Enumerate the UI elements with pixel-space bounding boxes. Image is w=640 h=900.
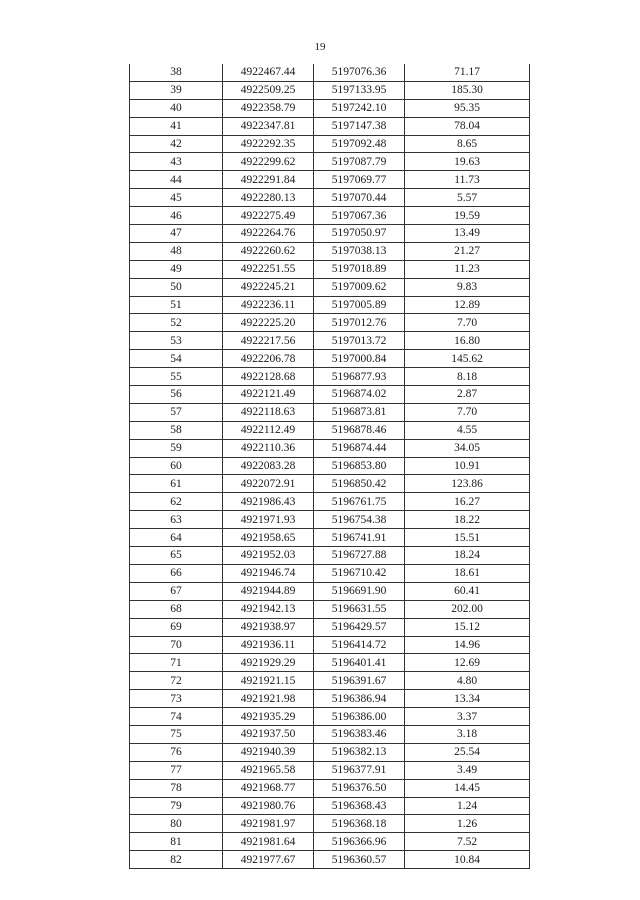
distance-cell: 95.35 bbox=[405, 99, 530, 117]
point-number-cell: 48 bbox=[130, 242, 223, 260]
x-coordinate-cell: 4922072.91 bbox=[223, 475, 314, 493]
distance-cell: 10.84 bbox=[405, 851, 530, 869]
x-coordinate-cell: 4921921.15 bbox=[223, 672, 314, 690]
point-number-cell: 67 bbox=[130, 582, 223, 600]
y-coordinate-cell: 5196727.88 bbox=[314, 547, 405, 565]
table-row bbox=[130, 153, 530, 171]
distance-cell: 3.37 bbox=[405, 708, 530, 726]
x-coordinate-cell: 4921981.64 bbox=[223, 833, 314, 851]
table-row bbox=[130, 403, 530, 421]
distance-cell: 145.62 bbox=[405, 350, 530, 368]
y-coordinate-cell: 5197076.36 bbox=[314, 64, 405, 81]
y-coordinate-cell: 5196873.81 bbox=[314, 403, 405, 421]
x-coordinate-cell: 4921940.39 bbox=[223, 743, 314, 761]
table-row bbox=[130, 386, 530, 404]
point-number-cell: 53 bbox=[130, 332, 223, 350]
y-coordinate-cell: 5197067.36 bbox=[314, 207, 405, 225]
point-number-cell: 59 bbox=[130, 439, 223, 457]
point-number-cell: 43 bbox=[130, 153, 223, 171]
x-coordinate-cell: 4921971.93 bbox=[223, 511, 314, 529]
y-coordinate-cell: 5197012.76 bbox=[314, 314, 405, 332]
point-number-cell: 39 bbox=[130, 81, 223, 99]
table-row bbox=[130, 618, 530, 636]
x-coordinate-cell: 4922292.35 bbox=[223, 135, 314, 153]
table-row bbox=[130, 833, 530, 851]
table-row bbox=[130, 797, 530, 815]
distance-cell: 16.80 bbox=[405, 332, 530, 350]
x-coordinate-cell: 4921935.29 bbox=[223, 708, 314, 726]
x-coordinate-cell: 4921938.97 bbox=[223, 618, 314, 636]
x-coordinate-cell: 4921944.89 bbox=[223, 582, 314, 600]
x-coordinate-cell: 4922467.44 bbox=[223, 64, 314, 81]
point-number-cell: 46 bbox=[130, 207, 223, 225]
table-row bbox=[130, 457, 530, 475]
table-row bbox=[130, 296, 530, 314]
distance-cell: 5.57 bbox=[405, 189, 530, 207]
point-number-cell: 38 bbox=[130, 64, 223, 81]
point-number-cell: 65 bbox=[130, 547, 223, 565]
table-row bbox=[130, 654, 530, 672]
x-coordinate-cell: 4921936.11 bbox=[223, 636, 314, 654]
table-row bbox=[130, 368, 530, 386]
x-coordinate-cell: 4921981.97 bbox=[223, 815, 314, 833]
distance-cell: 16.27 bbox=[405, 493, 530, 511]
distance-cell: 34.05 bbox=[405, 439, 530, 457]
distance-cell: 15.12 bbox=[405, 618, 530, 636]
x-coordinate-cell: 4922299.62 bbox=[223, 153, 314, 171]
distance-cell: 25.54 bbox=[405, 743, 530, 761]
point-number-cell: 68 bbox=[130, 600, 223, 618]
y-coordinate-cell: 5196761.75 bbox=[314, 493, 405, 511]
point-number-cell: 74 bbox=[130, 708, 223, 726]
point-number-cell: 45 bbox=[130, 189, 223, 207]
point-number-cell: 41 bbox=[130, 117, 223, 135]
y-coordinate-cell: 5196383.46 bbox=[314, 725, 405, 743]
point-number-cell: 64 bbox=[130, 529, 223, 547]
table-row bbox=[130, 529, 530, 547]
table-row bbox=[130, 815, 530, 833]
point-number-cell: 44 bbox=[130, 171, 223, 189]
y-coordinate-cell: 5196414.72 bbox=[314, 636, 405, 654]
y-coordinate-cell: 5197133.95 bbox=[314, 81, 405, 99]
y-coordinate-cell: 5197000.84 bbox=[314, 350, 405, 368]
x-coordinate-cell: 4922112.49 bbox=[223, 421, 314, 439]
x-coordinate-cell: 4922083.28 bbox=[223, 457, 314, 475]
distance-cell: 18.61 bbox=[405, 564, 530, 582]
distance-cell: 2.87 bbox=[405, 386, 530, 404]
point-number-cell: 55 bbox=[130, 368, 223, 386]
y-coordinate-cell: 5197147.38 bbox=[314, 117, 405, 135]
x-coordinate-cell: 4922509.25 bbox=[223, 81, 314, 99]
point-number-cell: 80 bbox=[130, 815, 223, 833]
point-number-cell: 66 bbox=[130, 564, 223, 582]
y-coordinate-cell: 5196376.50 bbox=[314, 779, 405, 797]
x-coordinate-cell: 4921937.50 bbox=[223, 725, 314, 743]
y-coordinate-cell: 5196429.57 bbox=[314, 618, 405, 636]
y-coordinate-cell: 5196382.13 bbox=[314, 743, 405, 761]
table-row bbox=[130, 851, 530, 869]
point-number-cell: 49 bbox=[130, 260, 223, 278]
x-coordinate-cell: 4921929.29 bbox=[223, 654, 314, 672]
point-number-cell: 63 bbox=[130, 511, 223, 529]
y-coordinate-cell: 5196366.96 bbox=[314, 833, 405, 851]
point-number-cell: 73 bbox=[130, 690, 223, 708]
point-number-cell: 82 bbox=[130, 851, 223, 869]
table-row bbox=[130, 278, 530, 296]
y-coordinate-cell: 5196877.93 bbox=[314, 368, 405, 386]
distance-cell: 19.63 bbox=[405, 153, 530, 171]
x-coordinate-cell: 4922275.49 bbox=[223, 207, 314, 225]
point-number-cell: 50 bbox=[130, 278, 223, 296]
y-coordinate-cell: 5197013.72 bbox=[314, 332, 405, 350]
distance-cell: 15.51 bbox=[405, 529, 530, 547]
point-number-cell: 79 bbox=[130, 797, 223, 815]
point-number-cell: 81 bbox=[130, 833, 223, 851]
x-coordinate-cell: 4922128.68 bbox=[223, 368, 314, 386]
x-coordinate-cell: 4921965.58 bbox=[223, 761, 314, 779]
distance-cell: 8.65 bbox=[405, 135, 530, 153]
table-row bbox=[130, 564, 530, 582]
point-number-cell: 47 bbox=[130, 225, 223, 243]
point-number-cell: 77 bbox=[130, 761, 223, 779]
table-row bbox=[130, 350, 530, 368]
x-coordinate-cell: 4922217.56 bbox=[223, 332, 314, 350]
x-coordinate-cell: 4921921.98 bbox=[223, 690, 314, 708]
point-number-cell: 75 bbox=[130, 725, 223, 743]
x-coordinate-cell: 4922245.21 bbox=[223, 278, 314, 296]
y-coordinate-cell: 5197092.48 bbox=[314, 135, 405, 153]
x-coordinate-cell: 4922260.62 bbox=[223, 242, 314, 260]
point-number-cell: 51 bbox=[130, 296, 223, 314]
distance-cell: 78.04 bbox=[405, 117, 530, 135]
x-coordinate-cell: 4921968.77 bbox=[223, 779, 314, 797]
table-row bbox=[130, 725, 530, 743]
y-coordinate-cell: 5197069.77 bbox=[314, 171, 405, 189]
y-coordinate-cell: 5196386.94 bbox=[314, 690, 405, 708]
distance-cell: 12.89 bbox=[405, 296, 530, 314]
point-number-cell: 60 bbox=[130, 457, 223, 475]
point-number-cell: 61 bbox=[130, 475, 223, 493]
y-coordinate-cell: 5196401.41 bbox=[314, 654, 405, 672]
table-row bbox=[130, 600, 530, 618]
y-coordinate-cell: 5196377.91 bbox=[314, 761, 405, 779]
x-coordinate-cell: 4922225.20 bbox=[223, 314, 314, 332]
distance-cell: 7.52 bbox=[405, 833, 530, 851]
point-number-cell: 54 bbox=[130, 350, 223, 368]
y-coordinate-cell: 5197087.79 bbox=[314, 153, 405, 171]
coordinates-table bbox=[129, 64, 530, 869]
y-coordinate-cell: 5196360.57 bbox=[314, 851, 405, 869]
distance-cell: 3.49 bbox=[405, 761, 530, 779]
x-coordinate-cell: 4922110.36 bbox=[223, 439, 314, 457]
distance-cell: 11.23 bbox=[405, 260, 530, 278]
point-number-cell: 42 bbox=[130, 135, 223, 153]
point-number-cell: 40 bbox=[130, 99, 223, 117]
distance-cell: 3.18 bbox=[405, 725, 530, 743]
distance-cell: 21.27 bbox=[405, 242, 530, 260]
table-row bbox=[130, 135, 530, 153]
x-coordinate-cell: 4922264.76 bbox=[223, 225, 314, 243]
distance-cell: 123.86 bbox=[405, 475, 530, 493]
table-row bbox=[130, 171, 530, 189]
y-coordinate-cell: 5197005.89 bbox=[314, 296, 405, 314]
point-number-cell: 57 bbox=[130, 403, 223, 421]
page-number: 19 bbox=[314, 41, 326, 53]
y-coordinate-cell: 5196878.46 bbox=[314, 421, 405, 439]
distance-cell: 11.73 bbox=[405, 171, 530, 189]
y-coordinate-cell: 5196850.42 bbox=[314, 475, 405, 493]
x-coordinate-cell: 4922118.63 bbox=[223, 403, 314, 421]
table-row bbox=[130, 761, 530, 779]
y-coordinate-cell: 5197050.97 bbox=[314, 225, 405, 243]
y-coordinate-cell: 5196391.67 bbox=[314, 672, 405, 690]
x-coordinate-cell: 4921946.74 bbox=[223, 564, 314, 582]
point-number-cell: 71 bbox=[130, 654, 223, 672]
x-coordinate-cell: 4922347.81 bbox=[223, 117, 314, 135]
y-coordinate-cell: 5197070.44 bbox=[314, 189, 405, 207]
point-number-cell: 52 bbox=[130, 314, 223, 332]
x-coordinate-cell: 4922121.49 bbox=[223, 386, 314, 404]
x-coordinate-cell: 4922251.55 bbox=[223, 260, 314, 278]
point-number-cell: 76 bbox=[130, 743, 223, 761]
distance-cell: 60.41 bbox=[405, 582, 530, 600]
x-coordinate-cell: 4922236.11 bbox=[223, 296, 314, 314]
y-coordinate-cell: 5197038.13 bbox=[314, 242, 405, 260]
distance-cell: 8.18 bbox=[405, 368, 530, 386]
table-row bbox=[130, 547, 530, 565]
y-coordinate-cell: 5197242.10 bbox=[314, 99, 405, 117]
y-coordinate-cell: 5196691.90 bbox=[314, 582, 405, 600]
x-coordinate-cell: 4921986.43 bbox=[223, 493, 314, 511]
distance-cell: 12.69 bbox=[405, 654, 530, 672]
x-coordinate-cell: 4922291.84 bbox=[223, 171, 314, 189]
table-row bbox=[130, 189, 530, 207]
table-row bbox=[130, 511, 530, 529]
table-row bbox=[130, 439, 530, 457]
table-row bbox=[130, 743, 530, 761]
distance-cell: 7.70 bbox=[405, 314, 530, 332]
table-row bbox=[130, 582, 530, 600]
x-coordinate-cell: 4921952.03 bbox=[223, 547, 314, 565]
point-number-cell: 62 bbox=[130, 493, 223, 511]
table-row bbox=[130, 779, 530, 797]
table-row bbox=[130, 690, 530, 708]
distance-cell: 4.55 bbox=[405, 421, 530, 439]
y-coordinate-cell: 5196874.44 bbox=[314, 439, 405, 457]
y-coordinate-cell: 5196741.91 bbox=[314, 529, 405, 547]
y-coordinate-cell: 5196710.42 bbox=[314, 564, 405, 582]
table-row bbox=[130, 708, 530, 726]
y-coordinate-cell: 5196874.02 bbox=[314, 386, 405, 404]
distance-cell: 71.17 bbox=[405, 64, 530, 81]
table-row bbox=[130, 64, 530, 81]
point-number-cell: 69 bbox=[130, 618, 223, 636]
table-row bbox=[130, 99, 530, 117]
distance-cell: 4.80 bbox=[405, 672, 530, 690]
distance-cell: 18.22 bbox=[405, 511, 530, 529]
x-coordinate-cell: 4922358.79 bbox=[223, 99, 314, 117]
distance-cell: 1.26 bbox=[405, 815, 530, 833]
distance-cell: 10.91 bbox=[405, 457, 530, 475]
y-coordinate-cell: 5196368.43 bbox=[314, 797, 405, 815]
table-row bbox=[130, 260, 530, 278]
distance-cell: 7.70 bbox=[405, 403, 530, 421]
table-row bbox=[130, 242, 530, 260]
table-row bbox=[130, 314, 530, 332]
y-coordinate-cell: 5196631.55 bbox=[314, 600, 405, 618]
point-number-cell: 56 bbox=[130, 386, 223, 404]
x-coordinate-cell: 4922280.13 bbox=[223, 189, 314, 207]
table-row bbox=[130, 332, 530, 350]
distance-cell: 202.00 bbox=[405, 600, 530, 618]
table-row bbox=[130, 475, 530, 493]
table-row bbox=[130, 672, 530, 690]
point-number-cell: 72 bbox=[130, 672, 223, 690]
table-row bbox=[130, 421, 530, 439]
x-coordinate-cell: 4921958.65 bbox=[223, 529, 314, 547]
x-coordinate-cell: 4922206.78 bbox=[223, 350, 314, 368]
distance-cell: 14.45 bbox=[405, 779, 530, 797]
distance-cell: 18.24 bbox=[405, 547, 530, 565]
x-coordinate-cell: 4921942.13 bbox=[223, 600, 314, 618]
table-row bbox=[130, 81, 530, 99]
point-number-cell: 58 bbox=[130, 421, 223, 439]
distance-cell: 13.49 bbox=[405, 225, 530, 243]
y-coordinate-cell: 5196368.18 bbox=[314, 815, 405, 833]
distance-cell: 19.59 bbox=[405, 207, 530, 225]
distance-cell: 185.30 bbox=[405, 81, 530, 99]
y-coordinate-cell: 5197009.62 bbox=[314, 278, 405, 296]
distance-cell: 9.83 bbox=[405, 278, 530, 296]
y-coordinate-cell: 5197018.89 bbox=[314, 260, 405, 278]
y-coordinate-cell: 5196754.38 bbox=[314, 511, 405, 529]
table-row bbox=[130, 225, 530, 243]
point-number-cell: 70 bbox=[130, 636, 223, 654]
y-coordinate-cell: 5196386.00 bbox=[314, 708, 405, 726]
table-row bbox=[130, 636, 530, 654]
distance-cell: 13.34 bbox=[405, 690, 530, 708]
table-row bbox=[130, 117, 530, 135]
distance-cell: 14.96 bbox=[405, 636, 530, 654]
x-coordinate-cell: 4921980.76 bbox=[223, 797, 314, 815]
table-row bbox=[130, 207, 530, 225]
coordinates-table-body bbox=[130, 64, 530, 869]
x-coordinate-cell: 4921977.67 bbox=[223, 851, 314, 869]
distance-cell: 1.24 bbox=[405, 797, 530, 815]
point-number-cell: 78 bbox=[130, 779, 223, 797]
table-row bbox=[130, 493, 530, 511]
y-coordinate-cell: 5196853.80 bbox=[314, 457, 405, 475]
